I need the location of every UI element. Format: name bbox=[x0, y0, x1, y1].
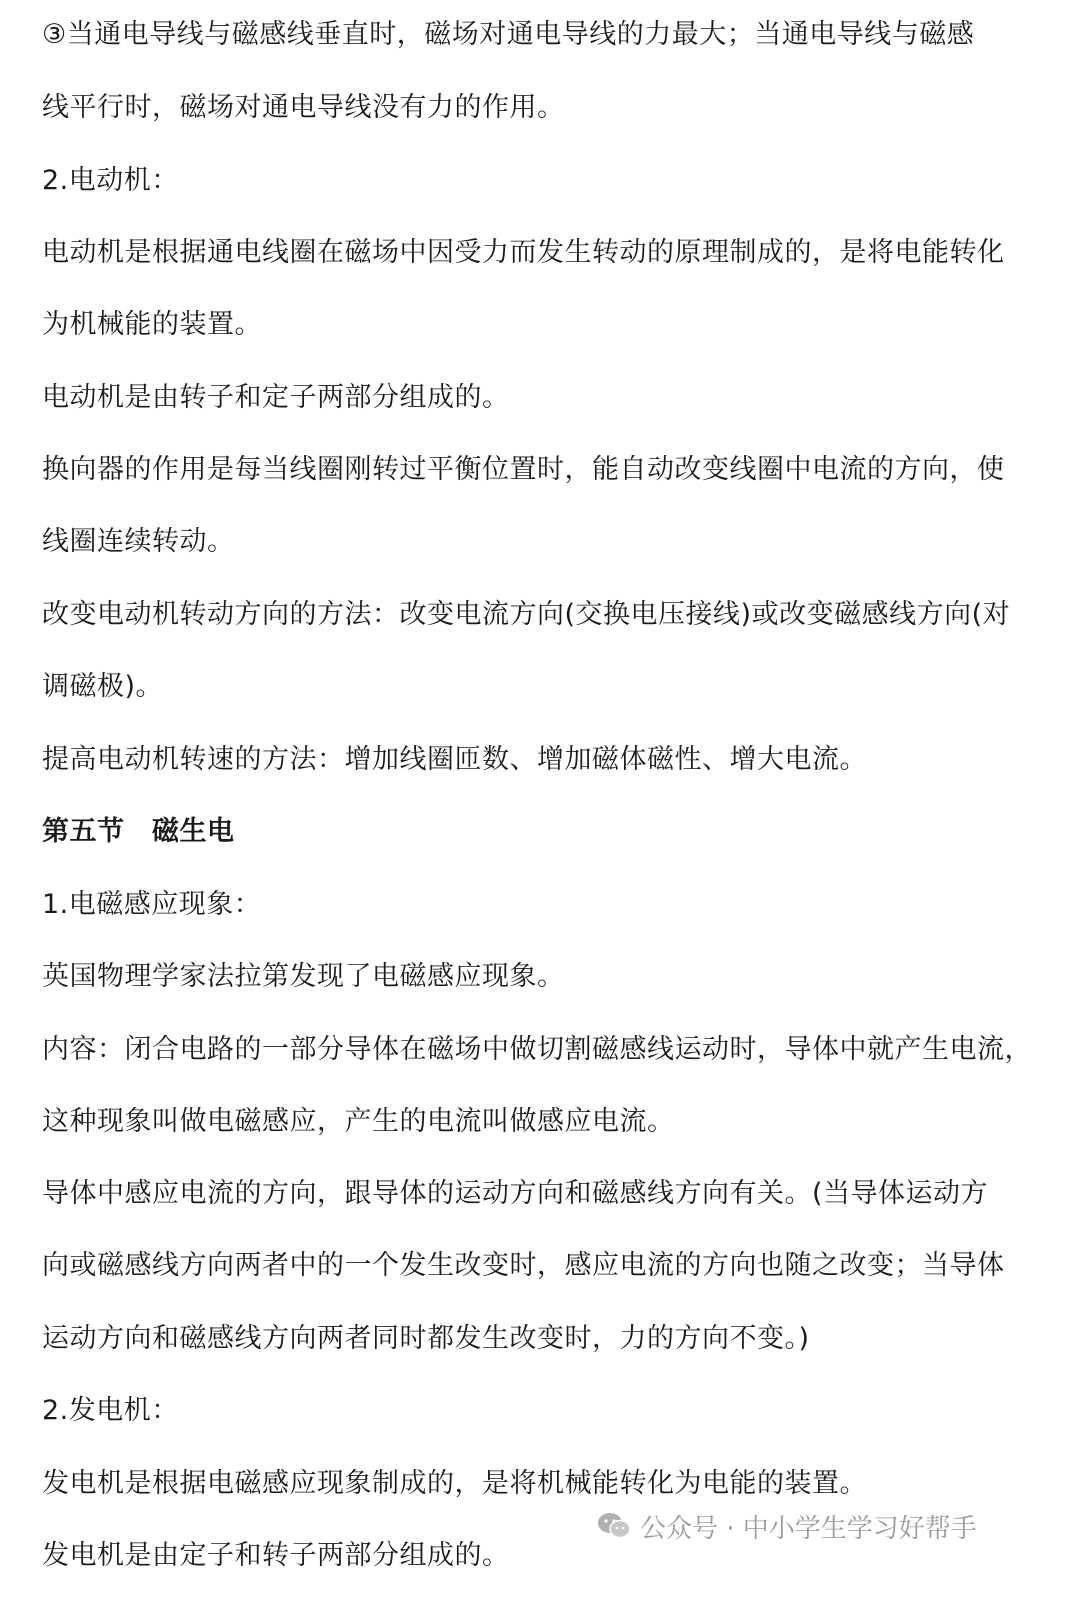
text-line: 电动机是由转子和定子两部分组成的。 bbox=[42, 382, 510, 413]
wechat-watermark bbox=[596, 1506, 977, 1546]
text-line: 发电机是由定子和转子两部分组成的。 bbox=[42, 1540, 510, 1571]
subsection-heading: 2.电动机： bbox=[42, 165, 179, 196]
text-line: 电动机是根据通电线圈在磁场中因受力而发生转动的原理制成的，是将电能转化 bbox=[42, 237, 1005, 268]
watermark-text: 公众号 · 中小学生学习好帮手 bbox=[640, 1513, 977, 1544]
text-line: 提高电动机转速的方法：增加线圈匝数、增加磁体磁性、增大电流。 bbox=[42, 744, 867, 775]
text-line: 内容：闭合电路的一部分导体在磁场中做切割磁感线运动时，导体中就产生电流， bbox=[42, 1034, 1032, 1065]
text-line: 线平行时，磁场对通电导线没有力的作用。 bbox=[42, 92, 565, 123]
text-line: 英国物理学家法拉第发现了电磁感应现象。 bbox=[42, 961, 565, 992]
text-line: ③当通电导线与磁感线垂直时，磁场对通电导线的力最大；当通电导线与磁感 bbox=[42, 19, 975, 50]
wechat-icon bbox=[596, 1511, 632, 1541]
text-line: 导体中感应电流的方向，跟导体的运动方向和磁感线方向有关。(当导体运动方 bbox=[42, 1178, 989, 1209]
text-line: 这种现象叫做电磁感应，产生的电流叫做感应电流。 bbox=[42, 1106, 675, 1137]
text-line: 线圈连续转动。 bbox=[42, 526, 235, 557]
text-line: 换向器的作用是每当线圈刚转过平衡位置时，能自动改变线圈中电流的方向，使 bbox=[42, 454, 1005, 485]
text-line: 为机械能的装置。 bbox=[42, 309, 262, 340]
text-line: 调磁极)。 bbox=[42, 671, 164, 702]
text-line: 发电机是根据电磁感应现象制成的，是将机械能转化为电能的装置。 bbox=[42, 1468, 867, 1499]
subsection-heading: 1.电磁感应现象： bbox=[42, 889, 262, 920]
section-heading: 第五节 磁生电 bbox=[42, 816, 235, 847]
text-line: 改变电动机转动方向的方法：改变电流方向(交换电压接线)或改变磁感线方向(对 bbox=[42, 599, 1011, 630]
text-line: 向或磁感线方向两者中的一个发生改变时，感应电流的方向也随之改变；当导体 bbox=[42, 1250, 1005, 1281]
subsection-heading: 2.发电机： bbox=[42, 1395, 179, 1426]
text-line: 运动方向和磁感线方向两者同时都发生改变时，力的方向不变。) bbox=[42, 1323, 810, 1354]
